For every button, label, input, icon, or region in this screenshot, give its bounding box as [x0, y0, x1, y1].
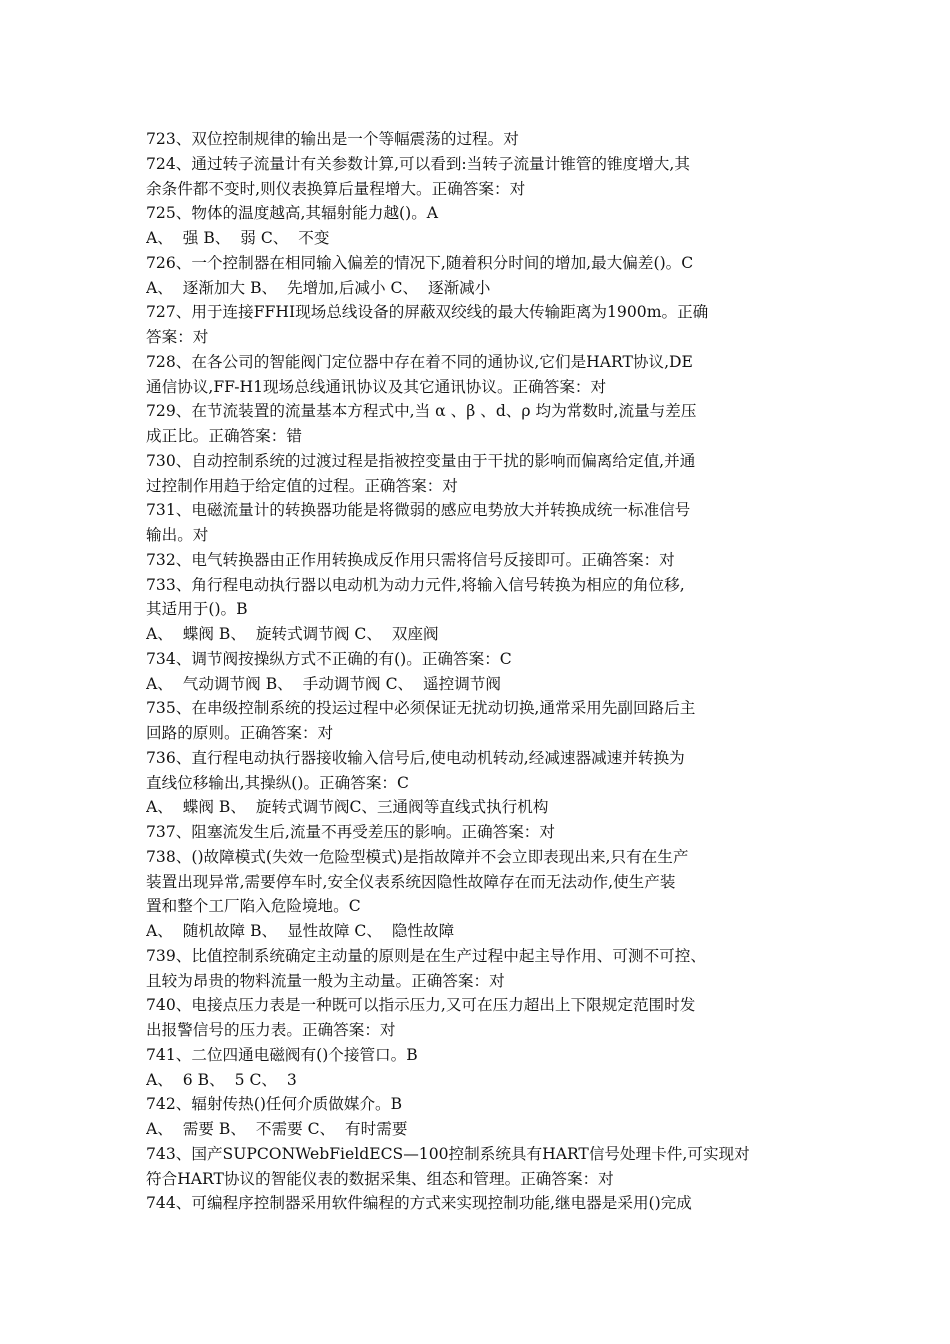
text-line: A、 强 B、 弱 C、 不变	[146, 229, 330, 247]
text-line: 过控制作用趋于给定值的过程。正确答案：对	[146, 476, 458, 495]
text-line: 725、物体的温度越高,其辐射能力越()。A	[146, 204, 439, 223]
text-line: 728、在各公司的智能阀门定位器中存在着不同的通协议,它们是HART协议,DE	[146, 352, 693, 371]
text-line: A、 蝶阀 B、 旋转式调节阀 C、 双座阀	[146, 625, 439, 643]
text-line: 734、调节阀按操纵方式不正确的有()。正确答案：C	[146, 649, 512, 668]
text-line: 736、直行程电动执行器接收输入信号后,使电动机转动,经减速器减速并转换为	[146, 748, 685, 767]
text-line: 741、二位四通电磁阀有()个接管口。B	[146, 1045, 418, 1064]
text-line: 743、国产SUPCONWebFieldECS—100控制系统具有HART信号处理卡件,可实现对	[146, 1144, 750, 1163]
text-line: 739、比值控制系统确定主动量的原则是在生产过程中起主导作用、可测不可控、	[146, 946, 706, 965]
text-line: 余条件都不变时,则仪表换算后量程增大。正确答案：对	[146, 179, 526, 198]
text-line: 730、自动控制系统的过渡过程是指被控变量由于干扰的影响而偏离给定值,并通	[146, 451, 696, 470]
text-line: 其适用于()。B	[146, 600, 248, 619]
text-line: 装置出现异常,需要停车时,安全仪表系统因隐性故障存在而无法动作,使生产装	[146, 872, 676, 891]
text-line: 742、辐射传热()任何介质做媒介。B	[146, 1095, 403, 1114]
text-line: 回路的原则。正确答案：对	[146, 724, 334, 742]
text-line: A、 随机故障 B、 显性故障 C、 隐性故障	[146, 922, 455, 940]
document-text	[146, 127, 814, 1216]
text-line: 729、在节流装置的流量基本方程式中,当 α 、β 、d、ρ 均为常数时,流量与差压	[146, 402, 697, 421]
text-line: 744、可编程序控制器采用软件编程的方式来实现控制功能,继电器是采用()完成	[146, 1194, 692, 1213]
text-line: 724、通过转子流量计有关参数计算,可以看到:当转子流量计锥管的锥度增大,其	[146, 154, 690, 173]
text-line: 731、电磁流量计的转换器功能是将微弱的感应电势放大并转换成统一标准信号	[146, 501, 691, 520]
text-line: 738、()故障模式(失效一危险型模式)是指故障并不会立即表现出来,只有在生产	[146, 847, 689, 866]
text-line: 735、在串级控制系统的投运过程中必须保证无扰动切换,通常采用先副回路后主	[146, 699, 696, 718]
text-line: 727、用于连接FFHI现场总线设备的屏蔽双绞线的最大传输距离为1900m。正确	[146, 303, 709, 322]
text-line: 置和整个工厂陷入危险境地。C	[146, 897, 361, 916]
document-page	[146, 127, 814, 1216]
text-line: A、 蝶阀 B、 旋转式调节阀C、三通阀等直线式执行机构	[146, 798, 549, 817]
text-line: 723、双位控制规律的输出是一个等幅震荡的过程。对	[146, 130, 519, 148]
text-line: 通信协议,FF-H1现场总线通讯协议及其它通讯协议。正确答案：对	[146, 377, 607, 396]
text-line: 737、阻塞流发生后,流量不再受差压的影响。正确答案：对	[146, 823, 555, 841]
text-line: 732、电气转换器由正作用转换成反作用只需将信号反接即可。正确答案：对	[146, 550, 675, 569]
text-line: A、 气动调节阀 B、 手动调节阀 C、 遥控调节阀	[146, 674, 501, 693]
text-line: 符合HART协议的智能仪表的数据采集、组态和管理。正确答案：对	[146, 1169, 614, 1188]
text-line: 直线位移输出,其操纵()。正确答案：C	[146, 773, 409, 792]
text-line: A、 逐渐加大 B、 先增加,后减小 C、 逐渐减小	[146, 278, 491, 297]
text-line: 出报警信号的压力表。正确答案：对	[146, 1021, 396, 1039]
text-line: 成正比。正确答案：错	[146, 427, 302, 445]
text-line: 答案：对	[146, 328, 209, 346]
text-line: A、 6 B、 5 C、 3	[146, 1070, 297, 1089]
text-line: 726、一个控制器在相同输入偏差的情况下,随着积分时间的增加,最大偏差()。C	[146, 253, 694, 272]
text-line: 740、电接点压力表是一种既可以指示压力,又可在压力超出上下限规定范围时发	[146, 996, 696, 1015]
text-line: 733、角行程电动执行器以电动机为动力元件,将输入信号转换为相应的角位移,	[146, 575, 685, 594]
text-line: A、 需要 B、 不需要 C、 有时需要	[146, 1120, 408, 1138]
text-line: 输出。对	[146, 526, 209, 544]
text-line: 且较为昂贵的物料流量一般为主动量。正确答案：对	[146, 971, 505, 990]
